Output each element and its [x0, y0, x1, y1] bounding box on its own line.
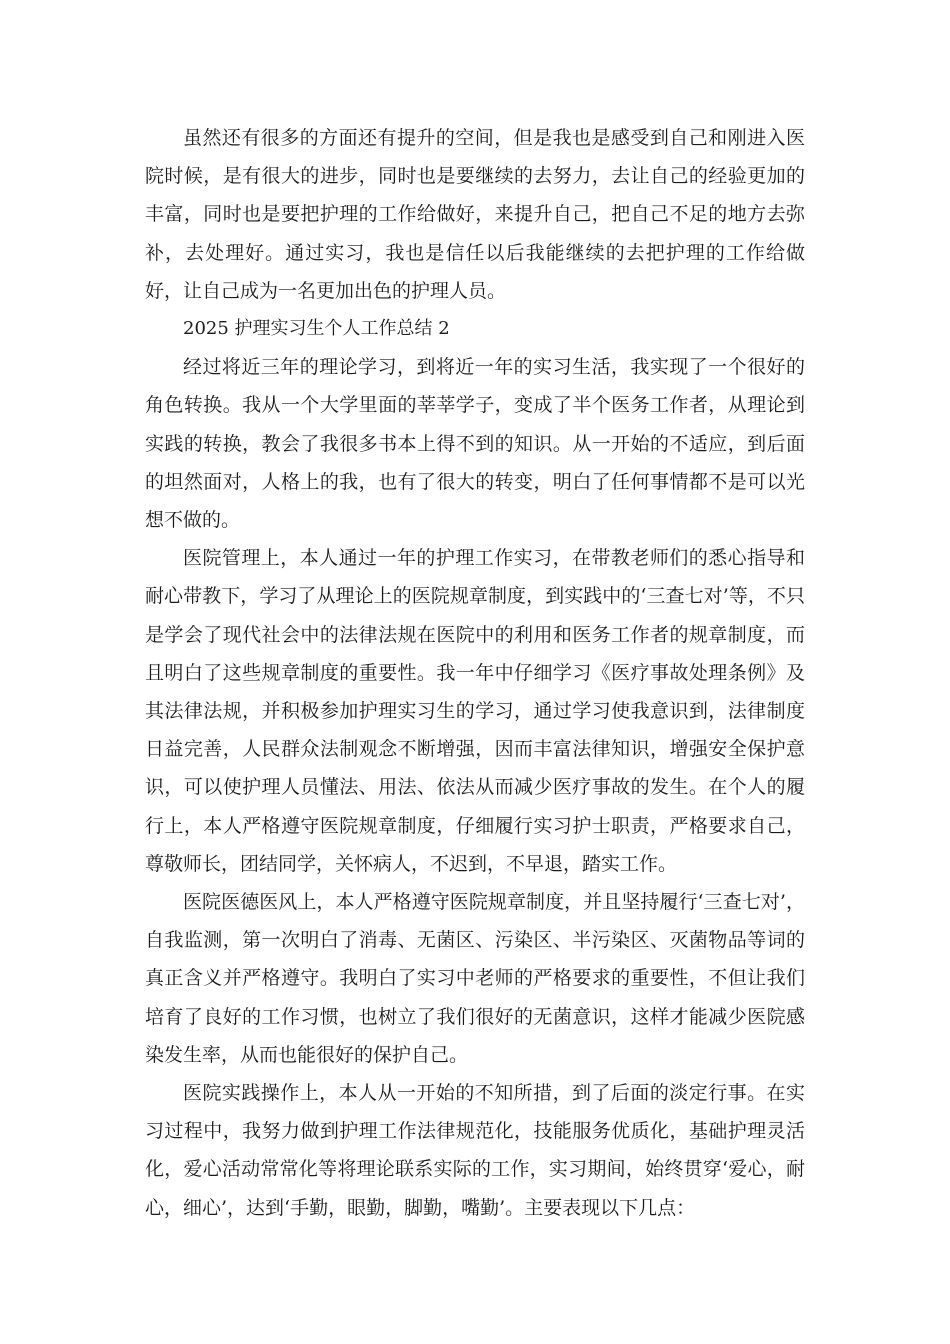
document-body [145, 119, 805, 1227]
paragraph-4: 医院医德医风上，本人严格遵守医院规章制度，并且坚持履行‘三查七对’，自我监测，第一次明白了消毒、无菌区、污染区、半污染区、灭菌物品等词的真正含义并严格遵守。我明白了实习中老师的严格要求的重要性，不但让我们培育了良好的工作习惯，也树立了我们很好的无菌意识，这样才能减少医院感染发生率，从而也能很好的保护自己。 [145, 891, 805, 1066]
paragraph-1: 虽然还有很多的方面还有提升的空间，但是我也是感受到自己和刚进入医院时候，是有很大的进步，同时也是要继续的去努力，去让自己的经验更加的丰富，同时也是要把护理的工作给做好，来提升自己，把自己不足的地方去弥补，去处理好。通过实习，我也是信任以后我能继续的去把护理的工作给做好，让自己成为一名更加出色的护理人员。 [145, 127, 805, 302]
paragraph-3: 医院管理上，本人通过一年的护理工作实习，在带教老师们的悉心指导和耐心带教下，学习了从理论上的医院规章制度，到实践中的‘三查七对’等，不只是学会了现代社会中的法律法规在医院中的利用和医务工作者的规章制度，而且明白了这些规章制度的重要性。我一年中仔细学习《医疗事故处理条例》及其法律法规，并积极参加护理实习生的学习，通过学习使我意识到，法律制度日益完善，人民群众法制观念不断增强，因而丰富法律知识，增强安全保护意识，可以使护理人员懂法、用法、依法从而减少医疗事故的发生。在个人的履行上，本人严格遵守医院规章制度，仔细履行实习护士职责，严格要求自己，尊敬师长，团结同学，关怀病人，不迟到，不早退，踏实工作。 [145, 547, 805, 875]
paragraph-5: 医院实践操作上，本人从一开始的不知所措，到了后面的淡定行事。在实习过程中，我努力做到护理工作法律规范化，技能服务优质化，基础护理灵活化，爱心活动常常化等将理论联系实际的工作，实习期间，始终贯穿‘爱心，耐心，细心’，达到‘手勤，眼勤，脚勤，嘴勤’。主要表现以下几点： [145, 1082, 805, 1219]
section-heading: 2025 护理实习生个人工作总结 2 [183, 318, 450, 340]
paragraph-2: 经过将近三年的理论学习，到将近一年的实习生活，我实现了一个很好的角色转换。我从一个大学里面的莘莘学子，变成了半个医务工作者，从理论到实践的转换，教会了我很多书本上得不到的知识。从一开始的不适应，到后面的坦然面对，人格上的我，也有了很大的转变，明白了任何事情都不是可以光想不做的。 [145, 356, 805, 532]
